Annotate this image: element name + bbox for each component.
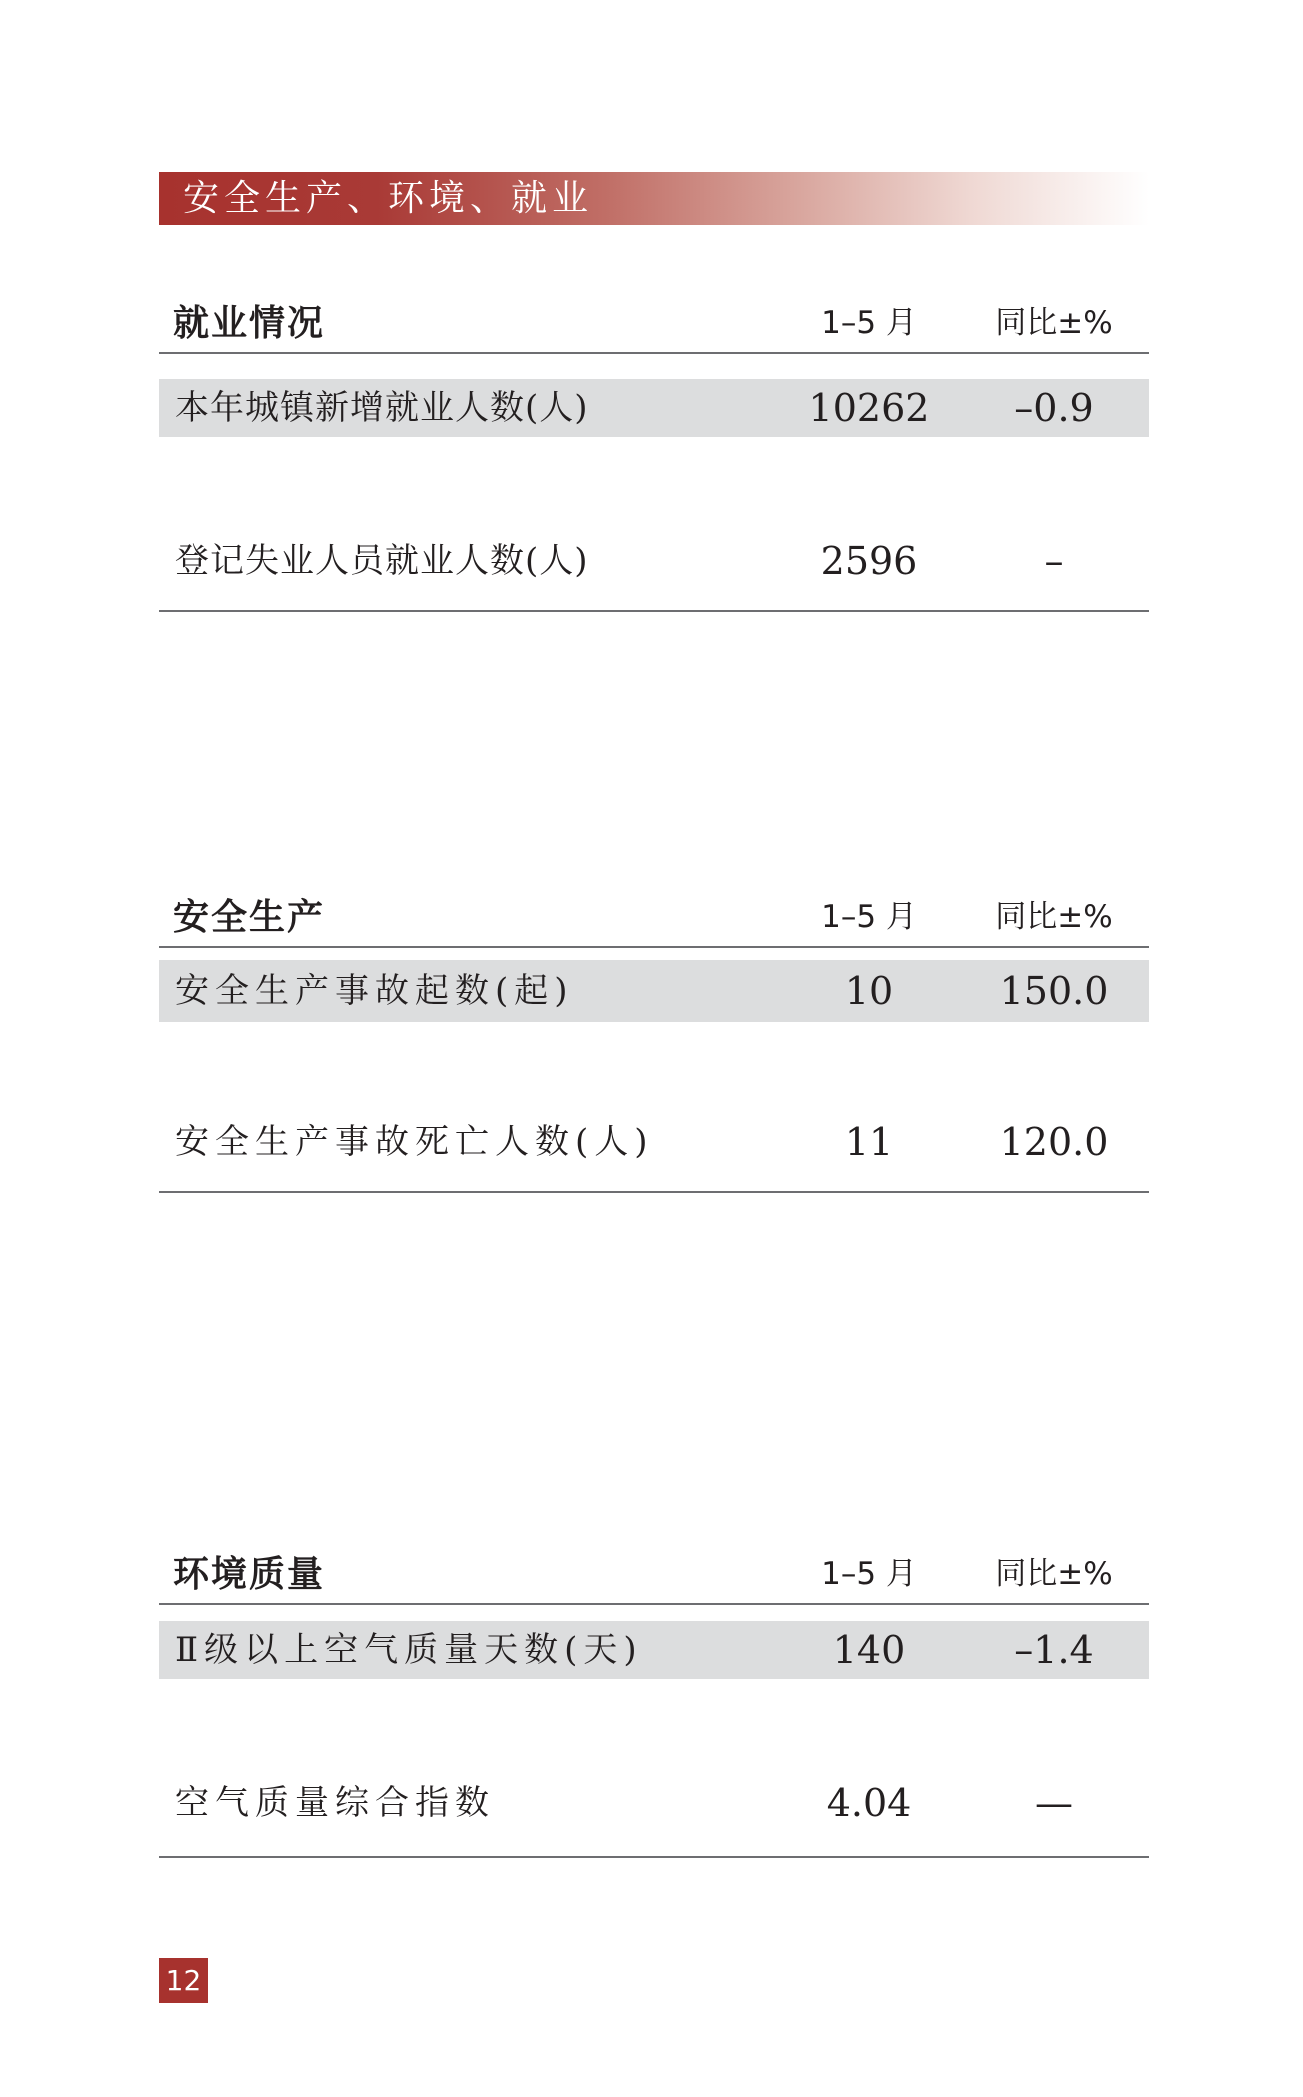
row-label: 安全生产事故死亡人数(人) — [175, 1122, 654, 1162]
yoy-header: 同比±% — [995, 305, 1113, 341]
table-row — [159, 1113, 1149, 1171]
table-row — [159, 532, 1149, 590]
row-value: 4.04 — [826, 1781, 912, 1825]
row-yoy: – — [1044, 539, 1064, 583]
period-header: 1–5 月 — [821, 1556, 917, 1592]
yoy-header: 同比±% — [995, 899, 1113, 935]
employment-section — [159, 292, 1149, 612]
row-label: Ⅱ级以上空气质量天数(天) — [175, 1630, 643, 1670]
table-row — [159, 960, 1149, 1022]
section-header — [159, 886, 1149, 946]
row-value: 2596 — [820, 539, 918, 583]
row-yoy: 120.0 — [999, 1120, 1109, 1164]
safety-section — [159, 886, 1149, 1193]
row-yoy: –1.4 — [1014, 1628, 1094, 1672]
section-banner — [159, 172, 1149, 225]
banner-title: 安全生产、环境、就业 — [183, 178, 594, 219]
environment-section — [159, 1543, 1149, 1858]
section-header — [159, 292, 1149, 352]
row-value: 10 — [844, 969, 894, 1013]
section-title: 安全生产 — [173, 897, 326, 938]
yoy-header: 同比±% — [995, 1556, 1113, 1592]
period-header: 1–5 月 — [821, 899, 917, 935]
row-label: 安全生产事故起数(起) — [175, 971, 574, 1011]
page-number: 12 — [159, 1958, 208, 2003]
row-label: 空气质量综合指数 — [175, 1783, 495, 1823]
row-yoy: –0.9 — [1014, 386, 1094, 430]
row-value: 10262 — [808, 386, 930, 430]
row-value: 11 — [844, 1120, 894, 1164]
footer-rule — [159, 1856, 1149, 1858]
row-label: 登记失业人员就业人数(人) — [175, 541, 589, 581]
row-label: 本年城镇新增就业人数(人) — [175, 388, 589, 428]
row-value: 140 — [832, 1628, 906, 1672]
section-title: 环境质量 — [173, 1554, 326, 1595]
table-row — [159, 1621, 1149, 1679]
footer-rule — [159, 610, 1149, 612]
row-yoy: 150.0 — [999, 969, 1109, 1013]
footer-rule — [159, 1191, 1149, 1193]
section-title: 就业情况 — [173, 303, 326, 344]
table-row — [159, 379, 1149, 437]
row-yoy: — — [1035, 1781, 1073, 1825]
section-header — [159, 1543, 1149, 1603]
table-row — [159, 1774, 1149, 1832]
period-header: 1–5 月 — [821, 305, 917, 341]
